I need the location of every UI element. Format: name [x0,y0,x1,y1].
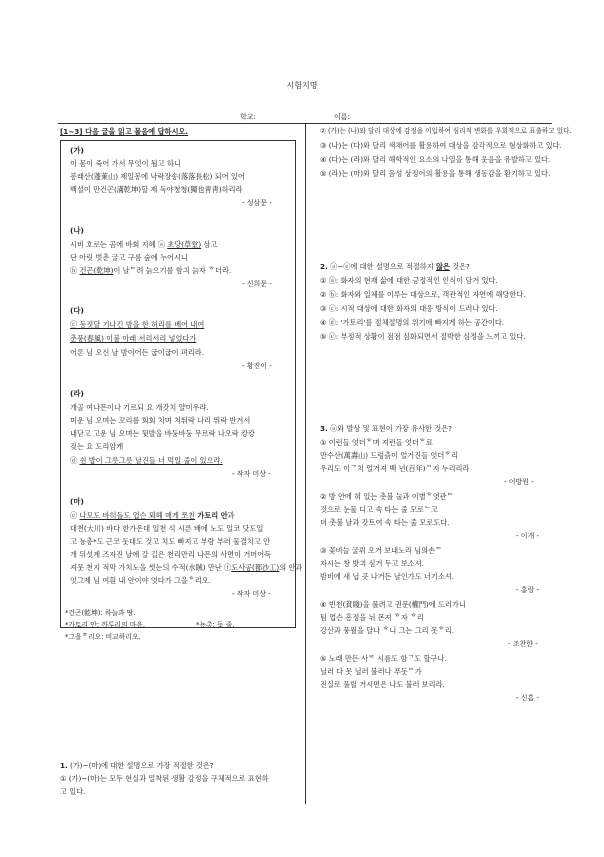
question-3-stem: 3. ⓐ와 발상 및 표현이 가장 유사한 것은? [320,424,452,433]
question-3-option-1-line: 우리도 이ᄀ치 얼거져 백 년(百年)ᄭ지 누리리라 [320,464,470,473]
question-1-option-2[interactable]: ② (가)는 (나)와 달리 대상에 감정을 이입하여 심리적 변화를 우회적으로 표출하고 있다. [320,127,572,135]
question-3-option-1-author: - 이방원 - [504,478,534,486]
passage-ma-label: (마) [70,497,84,506]
passage-ra-line: 짖는 요 도리암캐 [70,442,124,451]
passage-da-line: 어론 님 오신 날 밤이어든 굽이굽이 펴리라. [70,348,205,357]
question-3-option-3-line: 자시는 창 밧긔 심거 두고 보소셔. [320,559,424,568]
page-title: 시험지명 [286,81,318,90]
passage-ga-label: (가) [70,146,84,155]
question-3-option-3-author: - 홍랑 - [516,586,540,594]
passage-ra-line: ⓓ 쉰 밥이 그릇그릇 날진들 너 먹일 줄이 있으랴. [70,456,223,465]
question-3-option-2-line: 것으로 눈물 디고 속 타는 줄 모로ᄂ고 [320,505,438,514]
question-3-option-1-line: 만수산(萬壽山) 드렁츩이 얼거진들 엇더ᄒ리 [320,451,459,460]
passage-na-author: - 신희문 - [242,280,272,288]
passage-ra-author: - 작자 미상 - [232,470,271,478]
question-1-option-1[interactable]: ① (가)~(마)는 모두 현실과 밀착된 생활 감정을 구체적으로 표현하 [60,774,269,783]
passage-na-line: ⓑ 건곤(乾坤)이 날ᄃ려 늙으기를 함긔 늙자 ᄒ더라. [70,266,232,275]
question-3-option-3-line: 밤비에 새 닙 곳 나거든 날인가도 너기소셔. [320,572,455,581]
passage-da-line: 춘풍(春風) 이불 아래 서리서리 넣었다가 [70,334,197,343]
passage-ra-line: 내닫고 고운 님 오며는 뒷발을 바둥바둥 무르락 나오락 캉캉 [70,429,255,438]
question-1-stem: 1. (가)~(마)에 대한 설명으로 가장 적절한 것은? [60,761,214,770]
passage-ma-line: 대천(大川) 바다 한가온대 일천 석 시른 배에 노도 일코 닷도일 [70,524,264,533]
question-1-option-3[interactable]: ③ (나)는 (다)와 달리 색채어를 활용하여 대상을 감각적으로 형상화하고 있다. [320,141,562,150]
question-3-option-2[interactable]: ② 방 안에 혀 있는 촛불 눌과 이별ᄒ엿관ᄃ [320,492,454,501]
passage-na-label: (나) [70,226,84,235]
passage-na-line: 시비 호로는 곰에 바회 지혜 ⓐ 초당(草堂) 삼고 [70,240,218,249]
passage-ra-line: 미운 님 오며는 꼬리를 회회 치며 치뛰락 나리 뛰락 반겨서 [70,416,251,425]
school-label: 학교: [240,113,256,121]
question-3-option-4-line: 팀 업슨 흥정을 뉘 몬져 ᄒ자 ᄒ리 [320,613,424,622]
question-3-option-2-line: 뎌 촛불 날과 갓트여 속 타는 줄 모로도다. [320,518,450,527]
footnote: *그을ᄒ리오: 비교하리오. [65,633,141,641]
question-1-option-1-cont: 고 있다. [60,787,86,796]
question-3-option-5[interactable]: ⑤ 노래 만든 사ᄅ 시름도 함ᄀ도 할구나. [320,654,447,663]
question-3-option-4-line: 강산과 풍월을 달나 ᄒ니 그는 그리 못ᄒ리. [320,626,455,635]
passage-da-author: - 황진이 - [242,362,272,370]
footnote: *뇽총: 돛 줄. [196,621,235,629]
passage-ga-line: 봉래산(蓬萊山) 제일봉에 낙락장송(落落長松) 되어 있어 [70,172,245,181]
question-3-option-5-author: - 신흠 - [516,694,540,702]
passage-ma-line: 개 뒤섯계 즈자진 날에 갈 길은 천리만리 나믄의 사면이 거머어득 [70,550,272,559]
question-3-option-3[interactable]: ③ 꽃비늘 굴뤼 오거 보내노라 님의손ᄃ [320,546,443,555]
question-1-option-5[interactable]: ⑤ (라)는 (마)와 달리 음성 상징어의 활용을 통해 생동감을 환기하고 있다. [320,169,551,178]
passage-ma-line: 져뭇 천지 적막 가치노을 썻는듸 수적(水賊) 만난 ⓕ도사공(都沙工)의 안과 [70,563,303,572]
question-1-option-4[interactable]: ④ (다)는 (라)와 달리 해학적인 요소의 나열을 통해 웃음을 유발하고 있다. [320,155,551,164]
passage-ma-line: 엇그제 님 여흰 내 안이야 엇다가 그을ᄒ리오. [70,576,211,585]
question-2-option-3[interactable]: ③ ⓒ: 시적 대상에 대한 화자의 대응 방식이 드러나 있다. [320,304,498,313]
passage-ma-line: ⓔ 나모도 바히돌도 업슨 뫼헤 매게 쪼친 가토리 안과 [70,511,235,520]
question-2-stem: 2. ⓐ~ⓔ에 대한 설명으로 적절하지 않은 것은? [320,262,470,271]
question-3-option-2-author: - 이개 - [516,532,540,540]
passage-ra-label: (라) [70,389,84,398]
column-divider [305,124,306,804]
question-3-option-5-line: 진실로 풀릴 거시면은 나도 불러 보리라. [320,680,445,689]
question-2-option-4[interactable]: ④ ⓓ: '가토리'를 절체절명의 위기에 빠지게 하는 공간이다. [320,318,505,327]
footnote: *가토리 안: 까투리의 마음. [65,621,145,629]
question-2-option-5[interactable]: ⑤ ⓔ: 부정적 상황이 점점 심화되면서 절박한 심정을 느끼고 있다. [320,332,526,341]
passage-ma-line: 고 뇽총*도 근코 돗대도 것고 치도 빠지고 부람 부러 물결치고 안 [70,537,271,546]
passage-ga-line: 백설이 만건곤(滿乾坤)할 제 독야청청(獨也靑靑)하리라 [70,185,243,194]
passage-ma-author: - 작자 미상 - [232,590,271,598]
question-2-option-2[interactable]: ② ⓑ: 화자와 일체를 이루는 대상으로, 객관적인 자연에 해당한다. [320,290,526,299]
question-3-option-5-line: 닐러 다 못 닐러 불러나 푸돗ᄃ가 [320,667,422,676]
question-3-option-4-author: - 조찬한 - [508,640,538,648]
passage-ga-author: - 성삼문 - [242,199,272,207]
passage-ga-line: 이 몸이 죽어 가서 무엇이 될고 하니 [70,159,181,168]
passage-da-line: ⓒ 동짓달 기나긴 밤을 한 허리를 베어 내여 [70,320,205,329]
passage-ra-line: 개골 여나믄이나 기르되 요 개갓치 얄미우랴. [70,403,209,412]
footnote: *건곤(乾坤): 하늘과 땅. [65,609,136,617]
question-2-option-1[interactable]: ① ⓐ: 화자의 현재 삶에 대한 긍정적인 인식이 담겨 있다. [320,276,498,285]
passage-na-line: 단 아릿 벗춘 굴고 구름 숲에 누어시니 [70,253,188,262]
passage-da-label: (다) [70,306,84,315]
name-label: 이름: [334,113,350,121]
question-3-option-4[interactable]: ④ 빈천(貧賤)을 풀려고 권문(權門)에 드러가니 [320,600,466,609]
instruction: [1~3] 다음 글을 읽고 물음에 답하시오. [60,127,189,136]
question-3-option-1[interactable]: ① 이런들 엇더ᄒ며 져런들 엇더ᄒ료 [320,438,433,447]
